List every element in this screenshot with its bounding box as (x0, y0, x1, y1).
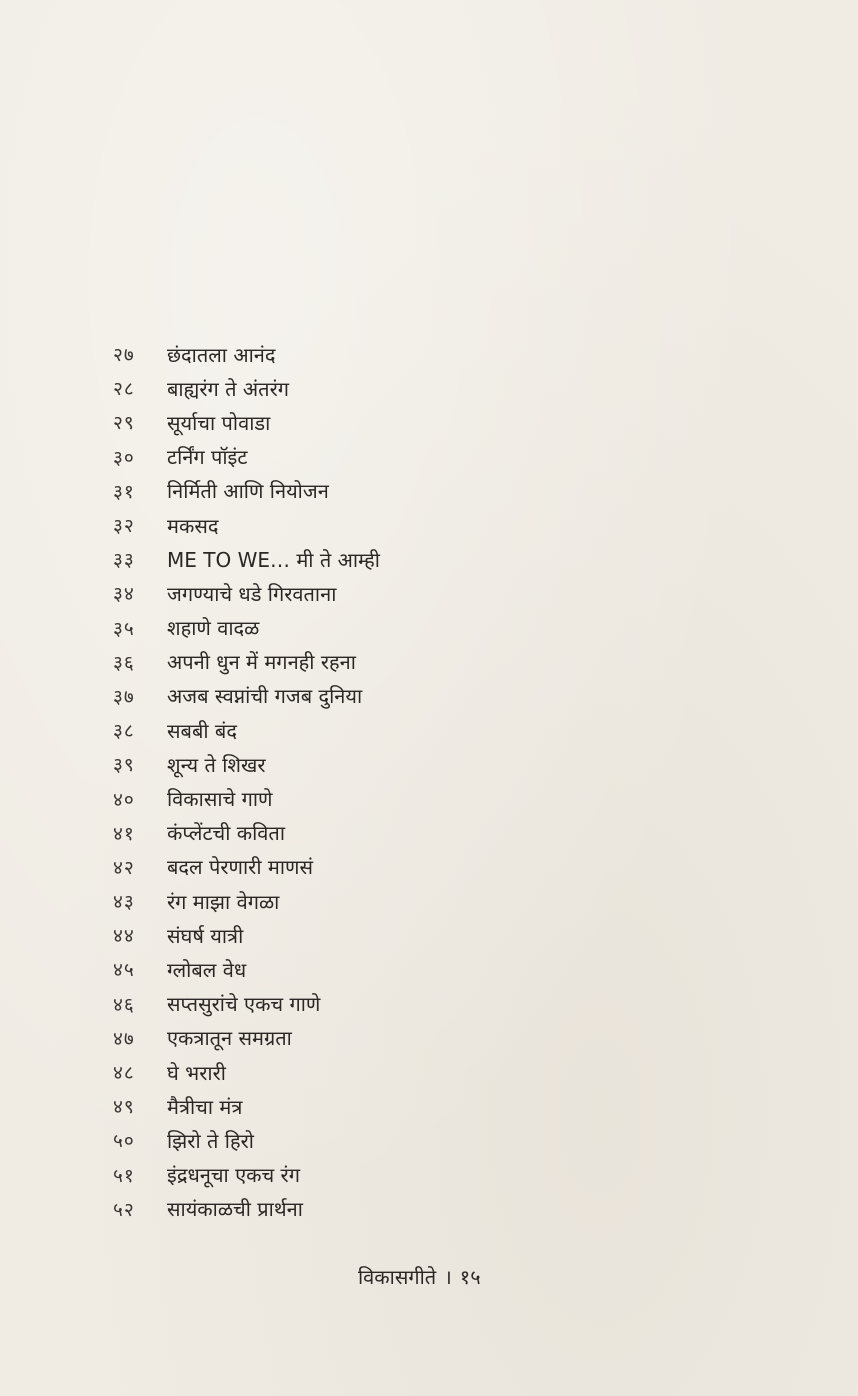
toc-entry-title: जगण्याचे धडे गिरवताना (167, 581, 337, 606)
toc-entry-number: ५२ (113, 1198, 135, 1221)
toc-entry-number: ४९ (113, 1096, 135, 1119)
toc-entry (113, 440, 380, 474)
toc-entry-number: ३२ (113, 515, 135, 538)
page-number: १५ (459, 1265, 481, 1289)
toc-entry-number: ४५ (113, 959, 135, 982)
toc-entry-number: ३१ (113, 480, 135, 503)
toc-entry-number: ३३ (113, 549, 135, 572)
toc-entry (113, 1021, 380, 1055)
footer-separator: । (444, 1265, 452, 1289)
toc-entry-number: ३५ (113, 617, 135, 640)
toc-entry-title: बदल पेरणारी माणसं (167, 855, 313, 880)
toc-entry (113, 337, 380, 371)
toc-entry (113, 679, 380, 713)
toc-entry-number: ३० (113, 446, 135, 469)
toc-entry-title: निर्मिती आणि नियोजन (167, 479, 329, 504)
footer-book-title: विकासगीते (358, 1265, 437, 1289)
toc-entry (113, 611, 380, 645)
toc-entry (113, 474, 380, 508)
toc-entry (113, 884, 380, 918)
table-of-contents (113, 337, 380, 1226)
toc-entry-number: ४६ (113, 993, 135, 1016)
toc-entry (113, 1055, 380, 1089)
toc-entry (113, 576, 380, 610)
toc-entry-title: इंद्रधनूचा एकच रंग (167, 1163, 300, 1188)
toc-entry-number: ३७ (113, 685, 135, 708)
toc-entry-number: ४० (113, 788, 135, 811)
toc-entry-number: ३९ (113, 754, 135, 777)
page-footer (358, 1263, 481, 1290)
toc-entry-number: ४४ (113, 925, 135, 948)
toc-entry-title: घे भरारी (167, 1060, 226, 1085)
toc-entry (113, 1158, 380, 1192)
toc-entry-number: ४८ (113, 1062, 135, 1085)
toc-entry-number: ३८ (113, 720, 135, 743)
toc-entry-title: शून्य ते शिखर (167, 752, 266, 777)
toc-entry-number: ५० (113, 1130, 135, 1153)
toc-entry-title: अजब स्वप्नांची गजब दुनिया (167, 684, 363, 709)
toc-entry-number: ५१ (113, 1164, 135, 1187)
toc-entry-number: ३६ (113, 651, 135, 674)
toc-entry-number: २९ (113, 412, 135, 435)
toc-entry (113, 781, 380, 815)
toc-entry-number: २८ (113, 378, 135, 401)
toc-entry (113, 850, 380, 884)
toc-entry-title: झिरो ते हिरो (167, 1128, 254, 1153)
toc-entry-title: एकत्रातून समग्रता (167, 1026, 292, 1051)
toc-entry-title: संघर्ष यात्री (167, 923, 244, 948)
toc-entry (113, 987, 380, 1021)
toc-entry-number: ३४ (113, 583, 135, 606)
toc-entry (113, 405, 380, 439)
toc-entry (113, 952, 380, 986)
toc-entry (113, 747, 380, 781)
toc-entry-title: अपनी धुन में मगनही रहना (167, 650, 356, 675)
toc-entry-title: कंप्लेंटची कविता (167, 821, 285, 846)
toc-entry (113, 918, 380, 952)
toc-entry-title: सबबी बंद (167, 718, 237, 743)
toc-entry (113, 1123, 380, 1157)
toc-entry-title: सायंकाळची प्रार्थना (167, 1197, 303, 1222)
toc-entry-title: बाह्यरंग ते अंतरंग (167, 376, 290, 401)
toc-entry-number: ४१ (113, 822, 135, 845)
toc-entry (113, 816, 380, 850)
toc-entry-title: सूर्याचा पोवाडा (167, 410, 271, 435)
toc-entry-title: ग्लोबल वेध (167, 957, 247, 982)
toc-entry (113, 713, 380, 747)
toc-entry (113, 371, 380, 405)
toc-entry (113, 645, 380, 679)
toc-entry-title: सप्तसुरांचे एकच गाणे (167, 992, 321, 1017)
toc-entry (113, 508, 380, 542)
toc-entry-number: २७ (113, 344, 135, 367)
toc-entry (113, 542, 380, 576)
toc-entry-number: ४७ (113, 1027, 135, 1050)
toc-entry-title: छंदातला आनंद (167, 342, 276, 367)
toc-entry-title: टर्निंग पॉइंट (167, 445, 248, 470)
toc-entry-number: ४२ (113, 856, 135, 879)
toc-entry-number: ४३ (113, 891, 135, 914)
toc-entry-title: रंग माझा वेगळा (167, 889, 280, 914)
toc-entry-title: ME TO WE… मी ते आम्ही (167, 547, 380, 572)
toc-entry-title: शहाणे वादळ (167, 616, 260, 641)
toc-entry-title: मैत्रीचा मंत्र (167, 1094, 243, 1119)
toc-entry (113, 1089, 380, 1123)
toc-entry-title: मकसद (167, 513, 219, 538)
toc-entry (113, 1192, 380, 1226)
toc-entry-title: विकासाचे गाणे (167, 787, 273, 812)
